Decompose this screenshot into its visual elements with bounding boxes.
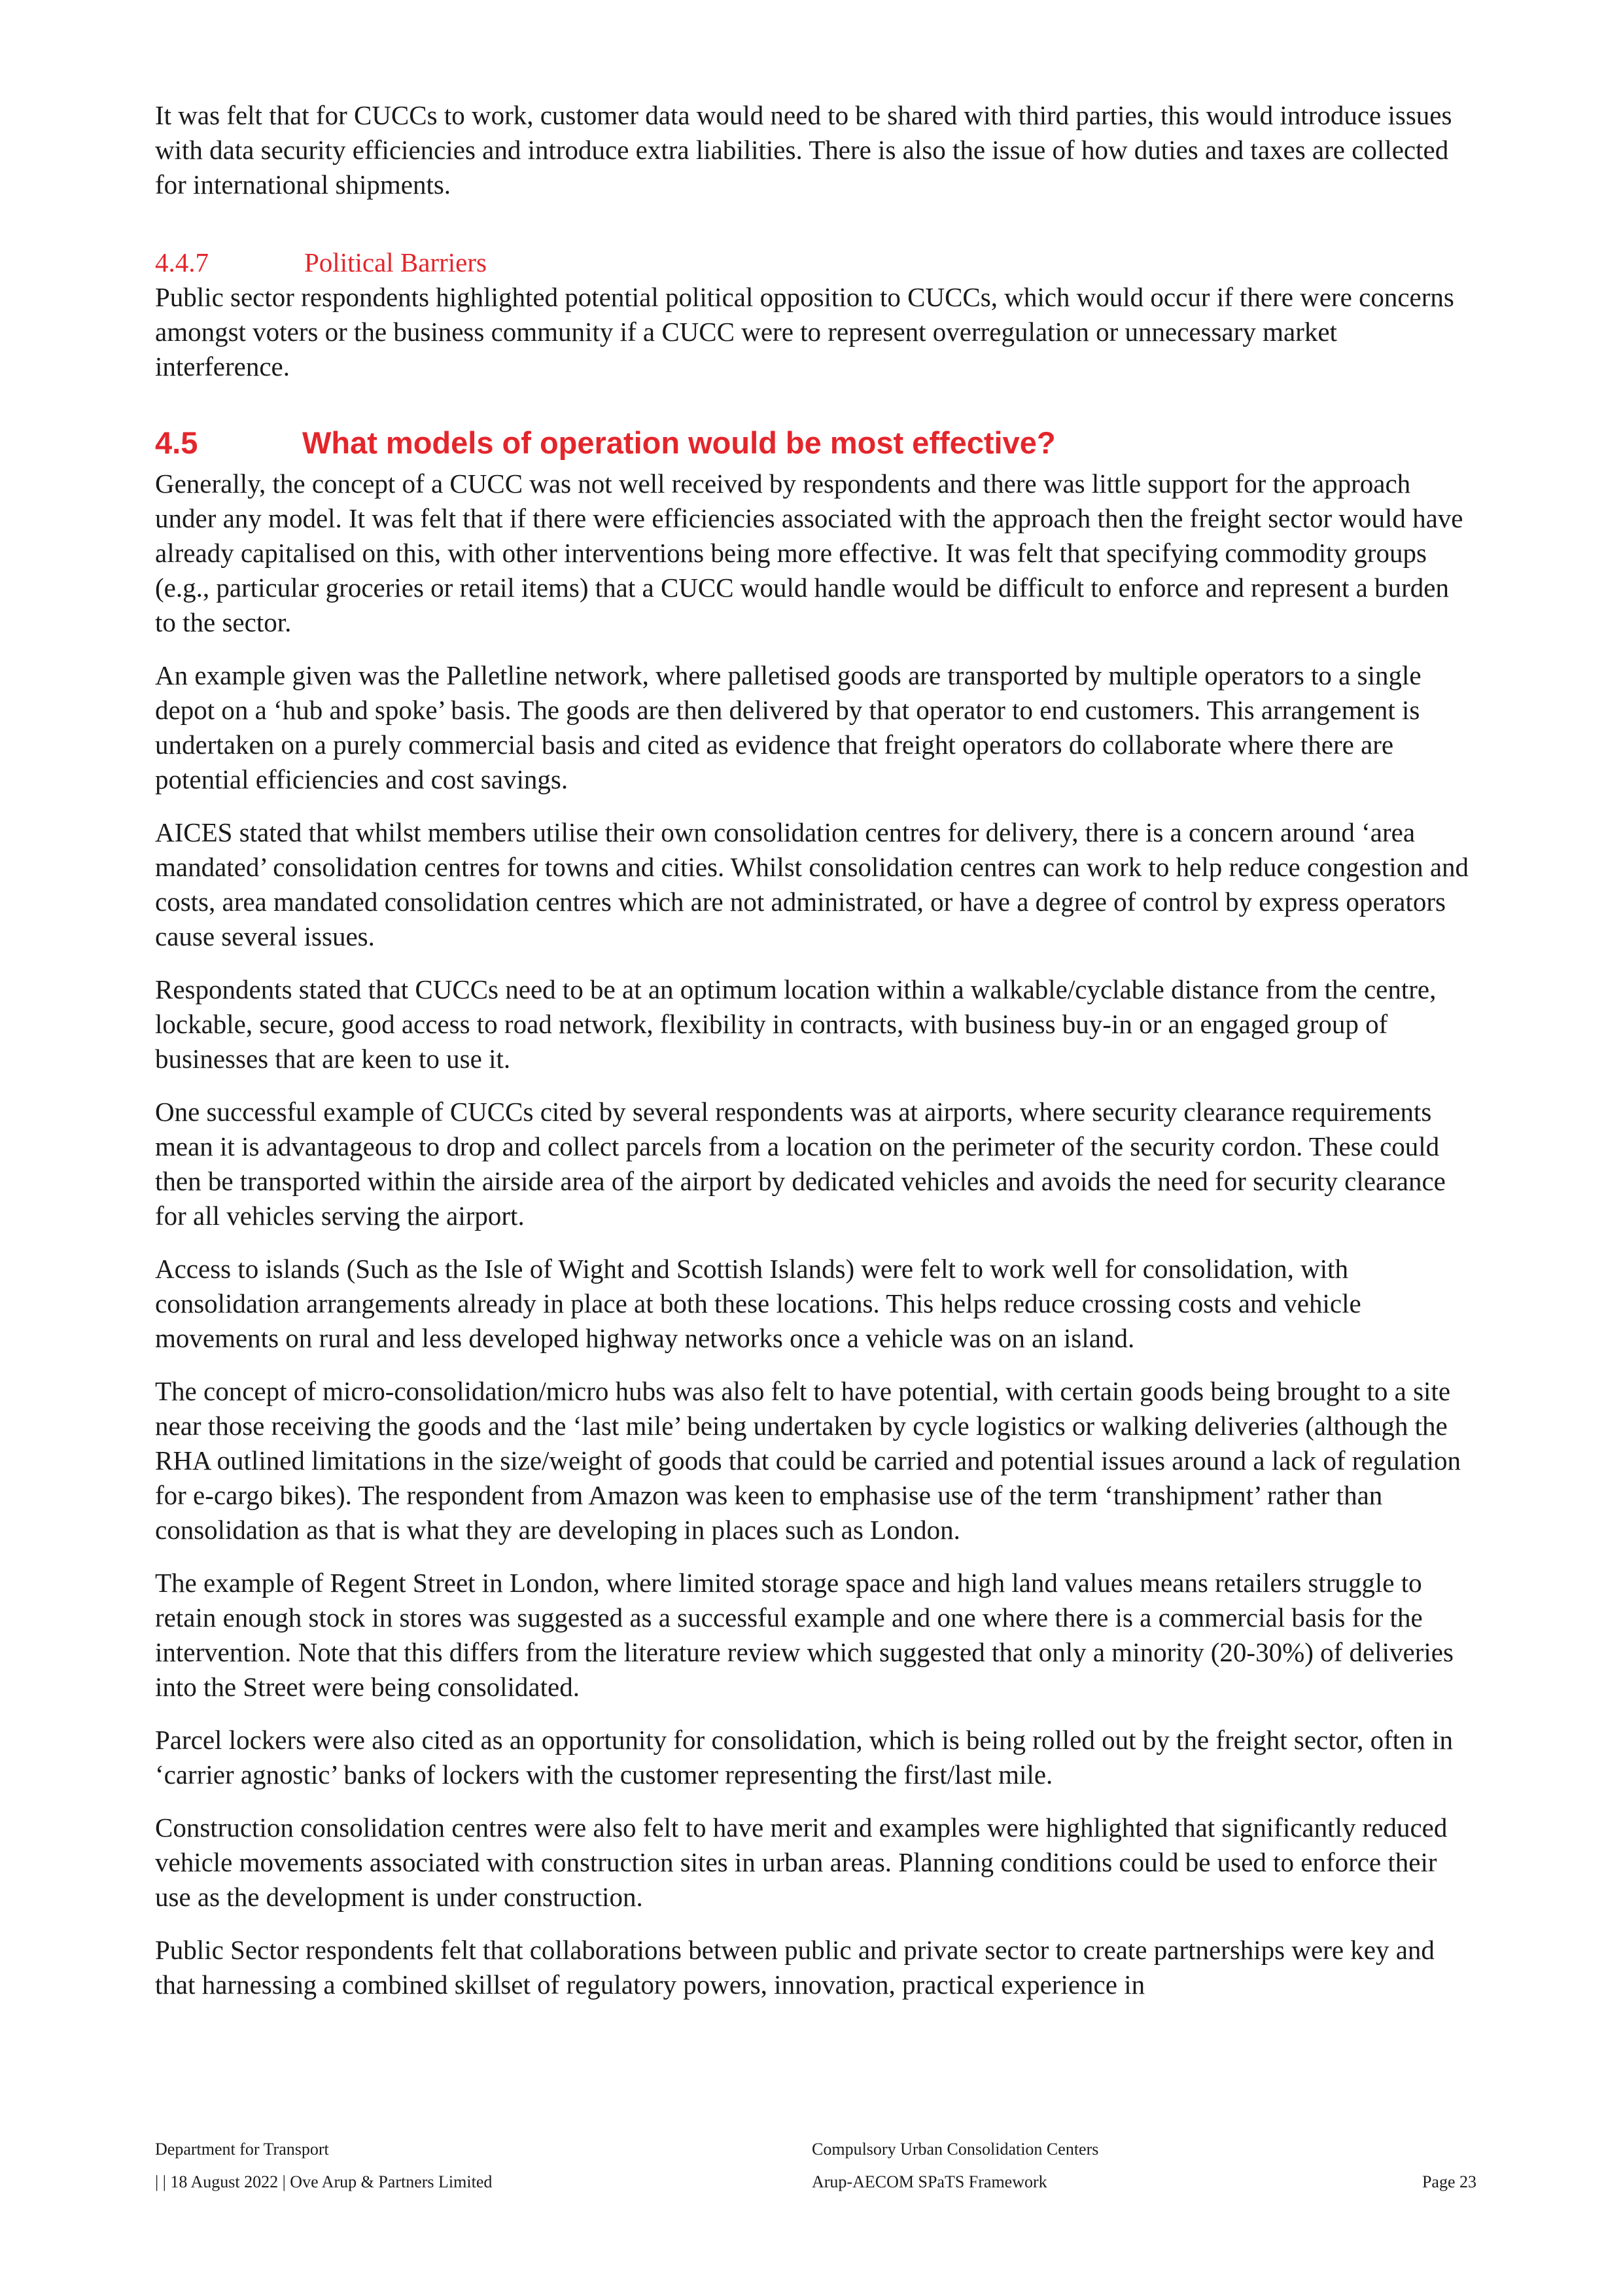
paragraph: Respondents stated that CUCCs need to be at an optimum location within a walkable/cyclable distance from the centre, lockable, secure, good access to road network, flexibility in contracts, with business buy-in or an engaged group of businesses that are keen to use it.	[155, 974, 1437, 1074]
footer-date-company: | | 18 August 2022 | Ove Arup & Partners Limited	[155, 2172, 493, 2191]
paragraph: It was felt that for CUCCs to work, customer data would need to be shared with third parties, this would introduce issues with data security efficiencies and introduce extra liabilities. There is also the issue of how duties and taxes are collected for international shipments.	[155, 100, 1452, 200]
paragraph: Access to islands (Such as the Isle of Wight and Scottish Islands) were felt to work well for consolidation, with consolidation arrangements already in place at both these locations. This helps reduce crossing costs and vehicle movements on rural and less developed highway networks once a vehicle was on an island.	[155, 1254, 1361, 1353]
paragraph: Public Sector respondents felt that collaborations between public and private sector to create partnerships were key and that harnessing a combined skillset of regulatory powers, innovation, practical experience in	[155, 1935, 1435, 2000]
section-number: 4.4.7	[155, 247, 209, 277]
paragraph: AICES stated that whilst members utilise their own consolidation centres for delivery, there is a concern around ‘area mandated’ consolidation centres for towns and cities. Whilst consolidation centres can work to help reduce congestion and costs, area mandated consolidation centres which are not administrated, or have a degree of control by express operators cause several issues.	[155, 817, 1469, 951]
footer-project-title: Compulsory Urban Consolidation Centers	[812, 2140, 1099, 2159]
paragraph: The concept of micro-consolidation/micro hubs was also felt to have potential, with certain goods being brought to a site near those receiving the goods and the ‘last mile’ being undertaken by cycle logistics or walking deliveries (although the RHA outlined limitations in the size/weight of goods that could be carried and potential issues around a lack of regulation for e-cargo bikes). The respondent from Amazon was keen to emphasise use of the term ‘transhipment’ rather than consolidation as that is what they are developing in places such as London.	[155, 1376, 1461, 1545]
section-title: Political Barriers	[304, 247, 487, 277]
section-title: What models of operation would be most effective?	[302, 425, 1056, 460]
paragraph: Generally, the concept of a CUCC was not well received by respondents and there was little support for the approach under any model. It was felt that if there were efficiencies associated with the approach then the freight sector would have already capitalised on this, with other interventions being more effective. It was felt that specifying commodity groups (e.g., particular groceries or retail items) that a CUCC would handle would be difficult to enforce and represent a burden to the sector.	[155, 468, 1463, 637]
page-footer	[155, 2140, 1476, 2205]
paragraph: One successful example of CUCCs cited by several respondents was at airports, where security clearance requirements mean it is advantageous to drop and collect parcels from a location on the perimeter of the security cordon. These could then be transported within the airside area of the airport by dedicated vehicles and avoids the need for security clearance for all vehicles serving the airport.	[155, 1097, 1446, 1231]
paragraph: Parcel lockers were also cited as an opportunity for consolidation, which is being rolled out by the freight sector, often in ‘carrier agnostic’ banks of lockers with the customer representing the first/last mile.	[155, 1725, 1454, 1790]
footer-client: Department for Transport	[155, 2140, 329, 2159]
section-number: 4.5	[155, 425, 198, 460]
page-body	[155, 98, 1476, 2021]
footer-framework: Arup-AECOM SPaTS Framework	[812, 2172, 1047, 2191]
paragraph: The example of Regent Street in London, where limited storage space and high land values means retailers struggle to retain enough stock in stores was suggested as a successful example and one where there is a commercial basis for the intervention. Note that this differs from the literature review which suggested that only a minority (20-30%) of deliveries into the Street were being consolidated.	[155, 1568, 1454, 1702]
paragraph: An example given was the Palletline network, where palletised goods are transported by multiple operators to a single depot on a ‘hub and spoke’ basis. The goods are then delivered by that operator to end customers. This arrangement is undertaken on a purely commercial basis and cited as evidence that freight operators do collaborate where there are potential efficiencies and cost savings.	[155, 660, 1422, 794]
section-heading-4-4-7	[155, 245, 1476, 280]
paragraph: Construction consolidation centres were also felt to have merit and examples were highlighted that significantly reduced vehicle movements associated with construction sites in urban areas. Planning conditions could be used to enforce their use as the development is under construction.	[155, 1812, 1448, 1912]
paragraph: Public sector respondents highlighted potential political opposition to CUCCs, which would occur if there were concerns amongst voters or the business community if a CUCC were to represent overregulation or unnecessary market interference.	[155, 282, 1454, 381]
section-heading-4-5	[155, 423, 1476, 463]
footer-page-number: Page 23	[1422, 2172, 1476, 2191]
